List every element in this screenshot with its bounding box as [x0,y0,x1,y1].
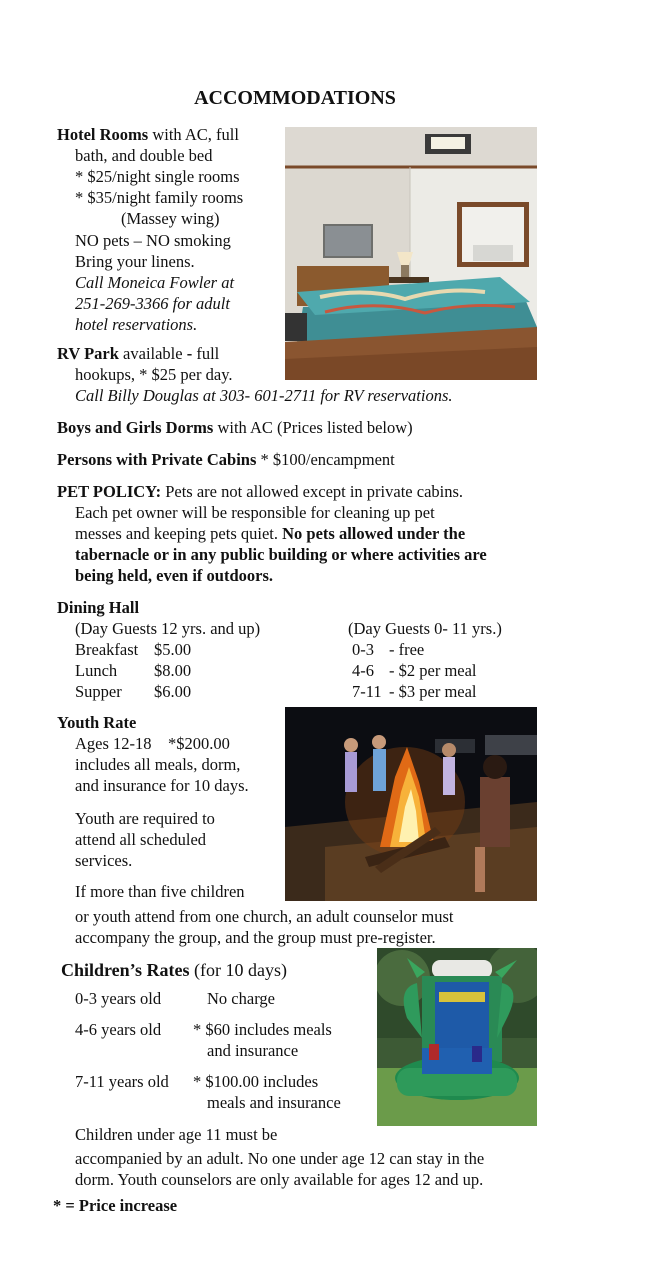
children-note-2: accompanied by an adult. No one under age 12 can stay in the [75,1149,485,1168]
children-subheading: (for 10 days) [189,960,287,980]
pet-line-3 [75,523,465,544]
children-age: 0-3 years old [75,989,162,1008]
youth-line-7: If more than five children [75,882,245,901]
dining-child-price: - $2 per meal [389,661,477,680]
dining-child-ages: 0-3 [352,640,374,659]
children-price-cont: meals and insurance [207,1093,341,1112]
children-price: * $100.00 includes [193,1072,319,1091]
children-age: 7-11 years old [75,1072,169,1091]
pet-line-2: Each pet owner will be responsible for cleaning up pet [75,503,435,522]
dining-child-ages: 7-11 [352,682,382,701]
rv-text-2: full [196,344,220,363]
hotel-family-rate: * $35/night family rooms [75,188,244,207]
cabins-text: * $100/encampment [256,450,395,469]
youth-line-5: attend all scheduled [75,830,207,849]
hotel-linens: Bring your linens. [75,252,195,271]
bounce-house-photo [377,948,537,1126]
children-note-3: dorm. Youth counselors are only available for ages 12 and up. [75,1170,484,1189]
pet-heading: PET POLICY: [57,482,162,501]
youth-line-4: Youth are required to [75,809,215,828]
dining-adult-meal: Supper [75,682,122,701]
dining-adult-price: $8.00 [154,661,192,680]
children-heading-line [61,958,287,982]
page-title: ACCOMMODATIONS [194,87,396,109]
youth-line-6: services. [75,851,133,870]
pet-line-1 [57,481,463,502]
hotel-line-2: bath, and double bed [75,146,213,165]
dorms-heading: Boys and Girls Dorms [57,418,214,437]
youth-line-3: and insurance for 10 days. [75,776,249,795]
cabins-heading: Persons with Private Cabins [57,450,257,469]
hotel-wing: (Massey wing) [121,209,220,228]
dining-adult-meal: Breakfast [75,640,139,659]
hotel-contact-phone: 251-269-3366 for adult [75,294,230,313]
dining-adult-price: $5.00 [154,640,192,659]
youth-heading: Youth Rate [57,713,137,732]
children-price: No charge [207,989,275,1008]
dining-child-price: - free [389,640,425,659]
hotel-contact-3: hotel reservations. [75,315,198,334]
dining-adult-price: $6.00 [154,682,192,701]
pet-text-1: Pets are not allowed except in private cabins. [161,482,464,501]
hotel-intro: with AC, full [148,125,239,144]
hotel-single-rate: * $25/night single rooms [75,167,240,186]
cabins-line [57,449,395,470]
pet-text-3b: No pets allowed under the [282,524,466,543]
children-note-1: Children under age 11 must be [75,1125,278,1144]
dining-child-price: - $3 per meal [389,682,477,701]
hotel-room-photo [285,127,537,380]
rv-text-1: available [118,344,187,363]
youth-line-8: or youth attend from one church, an adult counselor must [75,907,454,926]
hotel-contact-1: Call Moneica Fowler at [75,273,235,292]
dining-child-ages: 4-6 [352,661,374,680]
hotel-heading: Hotel Rooms [57,125,149,144]
hotel-line-1 [57,124,239,145]
dorms-line [57,417,413,438]
rv-contact: Call Billy Douglas at 303- 601-2711 for RV reservations. [75,386,453,405]
dining-heading: Dining Hall [57,598,140,617]
dorms-text: with AC (Prices listed below) [213,418,413,437]
hotel-rules: NO pets – NO smoking [75,231,231,250]
rv-line-1 [57,343,219,364]
pet-text-3a: messes and keeping pets quiet. [75,524,283,543]
footnote: * = Price increase [53,1196,178,1215]
children-price: * $60 includes meals [193,1020,332,1039]
rv-dash: - [186,344,197,363]
children-heading: Children’s Rates [61,960,190,980]
rv-heading: RV Park [57,344,119,363]
children-age: 4-6 years old [75,1020,162,1039]
pet-line-4: tabernacle or in any public building or where activities are [75,545,487,564]
youth-line-9: accompany the group, and the group must pre-register. [75,928,436,947]
dining-adult-header: (Day Guests 12 yrs. and up) [75,619,261,638]
dining-adult-meal: Lunch [75,661,118,680]
youth-rate: Ages 12-18 *$200.00 [75,734,230,753]
rv-line-2: hookups, * $25 per day. [75,365,233,384]
youth-line-2: includes all meals, dorm, [75,755,241,774]
dining-child-header: (Day Guests 0- 11 yrs.) [348,619,502,638]
pet-line-5: being held, even if outdoors. [75,566,274,585]
campfire-photo [285,707,537,901]
children-price-cont: and insurance [207,1041,299,1060]
